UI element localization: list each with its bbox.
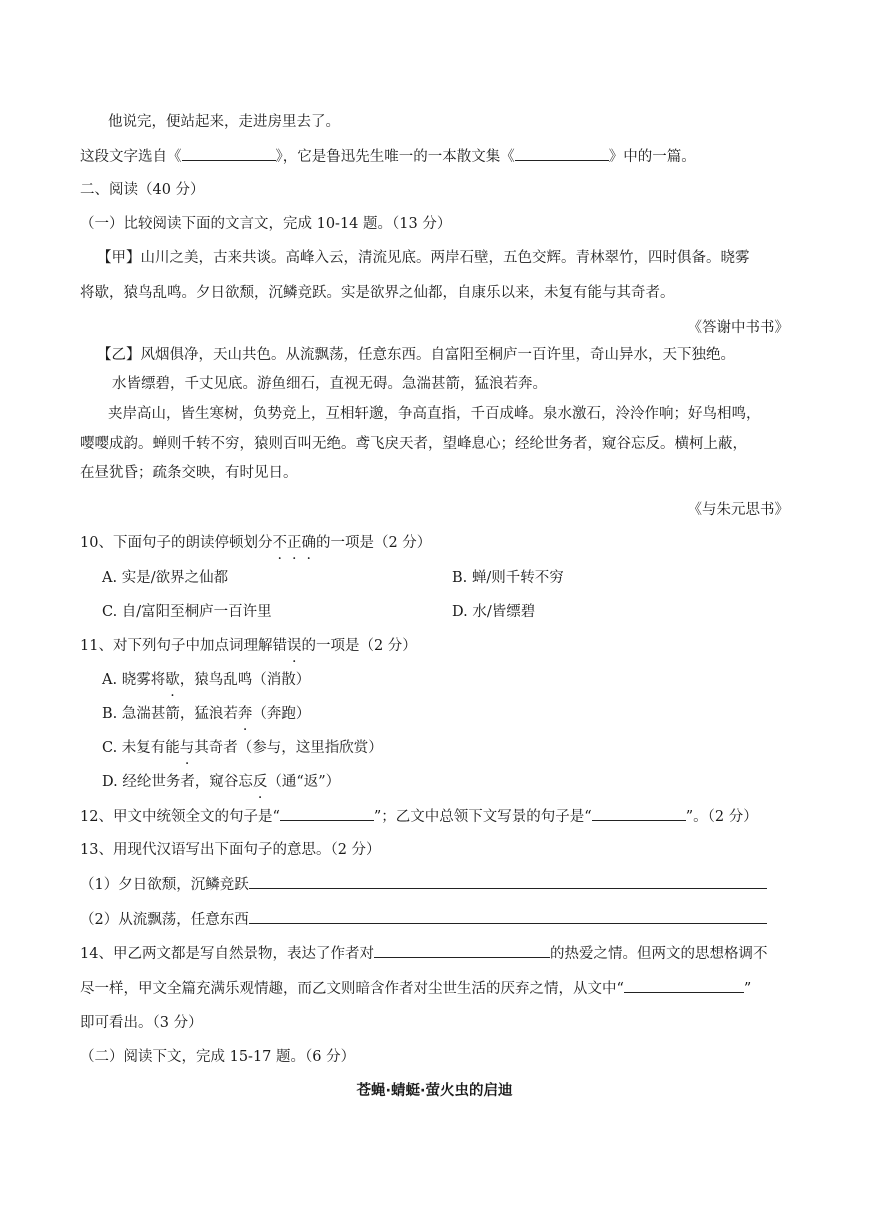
answer-blank[interactable] (182, 146, 276, 161)
option-c[interactable]: C. 未复有能与其奇者（参与，这里指欣赏） (102, 740, 383, 756)
passage-jia-line: 将歇，猿鸟乱鸣。夕日欲颓，沉鳞竞跃。实是欲界之仙都，自康乐以来，未复有能与其奇者。 (80, 285, 675, 301)
subsection-heading: （一）比较阅读下面的文言文，完成 10-14 题。（13 分） (80, 216, 452, 232)
question-12: 12、甲文中统领全文的句子是“ ”；乙文中总领下文写景的句子是“ ”。（2 分） (80, 806, 789, 827)
question-13-item-2: （2）从流飘荡，任意东西 (80, 909, 789, 930)
text-line: 他说完，便站起来，走进房里去了。 (108, 114, 340, 130)
option-c[interactable]: C. 自/富阳至桐庐一百许里 D. 水/皆缥碧 (102, 604, 536, 620)
option-b[interactable]: B. 急湍甚箭，猛浪若奔（奔跑） (102, 706, 311, 722)
question-14-line: 尽一样，甲文全篇充满乐观情趣，而乙文则暗含作者对尘世生活的厌弃之情，从文中“ ” (80, 978, 789, 999)
article-title: 苍蝇·蜻蜓·萤火虫的启迪 (356, 1083, 513, 1099)
emphasized-text: 不正确 (272, 535, 316, 551)
question-13: 13、用现代汉语写出下面句子的意思。（2 分） (80, 842, 381, 858)
answer-blank[interactable] (592, 806, 686, 821)
question-10: 10、下面句子的朗读停顿划分不正确的一项是（2 分） (80, 535, 432, 551)
answer-blank[interactable] (280, 806, 374, 821)
question-14-line: 即可看出。（3 分） (80, 1015, 203, 1031)
answer-blank[interactable] (515, 146, 609, 161)
passage-jia-source: 《答谢中书书》 (687, 320, 789, 336)
passage-jia-line: 【甲】山川之美，古来共谈。高峰入云，清流见底。两岸石壁，五色交辉。青林翠竹，四时俱备。晓雾 (97, 250, 750, 266)
answer-blank[interactable] (249, 909, 767, 924)
question-11: 11、对下列句子中加点词理解错误的一项是（2 分） (80, 638, 417, 654)
passage-yi-line: 水皆缥碧，千丈见底。游鱼细石，直视无碍。急湍甚箭，猛浪若奔。 (112, 376, 547, 392)
passage-yi-line: 夹岸高山，皆生寒树，负势竞上，互相轩邈，争高直指，千百成峰。泉水激石，泠泠作响；好鸟相鸣， (108, 406, 761, 422)
subsection-heading: （二）阅读下文，完成 15-17 题。（6 分） (80, 1049, 356, 1065)
emphasized-text: 误 (286, 638, 302, 654)
passage-yi-line: 嘤嘤成韵。蝉则千转不穷，猿则百叫无绝。鸢飞戾天者，望峰息心；经纶世务者，窥谷忘反。横柯上蔽， (80, 436, 747, 452)
passage-yi-line: 在昼犹昏；疏条交映，有时见日。 (80, 465, 298, 481)
passage-yi-source: 《与朱元思书》 (687, 502, 789, 518)
answer-blank[interactable] (374, 943, 550, 958)
option-a[interactable]: A. 晓雾将歇，猿鸟乱鸣（消散） (102, 672, 311, 688)
passage-yi-line: 【乙】风烟俱净，天山共色。从流飘荡，任意东西。自富阳至桐庐一百许里，奇山异水，天下独绝。 (97, 347, 735, 363)
answer-blank[interactable] (624, 978, 744, 993)
option-d[interactable]: D. 经纶世务者，窥谷忘反（通“返”） (102, 774, 341, 790)
option-a[interactable]: A. 实是/欲界之仙都 B. 蝉/则千转不穷 (102, 570, 564, 586)
answer-blank[interactable] (249, 874, 767, 889)
question-14: 14、甲乙两文都是写自然景物，表达了作者对 的热爱之情。但两文的思想格调不 (80, 943, 789, 964)
option-b[interactable]: B. 蝉/则千转不穷 (452, 570, 564, 586)
section-heading: 二、阅读（40 分） (80, 182, 205, 198)
question-source: 这段文字选自《 》，它是鲁迅先生唯一的一本散文集《 》中的一篇。 (80, 146, 789, 167)
option-d[interactable]: D. 水/皆缥碧 (452, 604, 536, 620)
question-13-item-1: （1）夕日欲颓，沉鳞竞跃 (80, 874, 789, 895)
